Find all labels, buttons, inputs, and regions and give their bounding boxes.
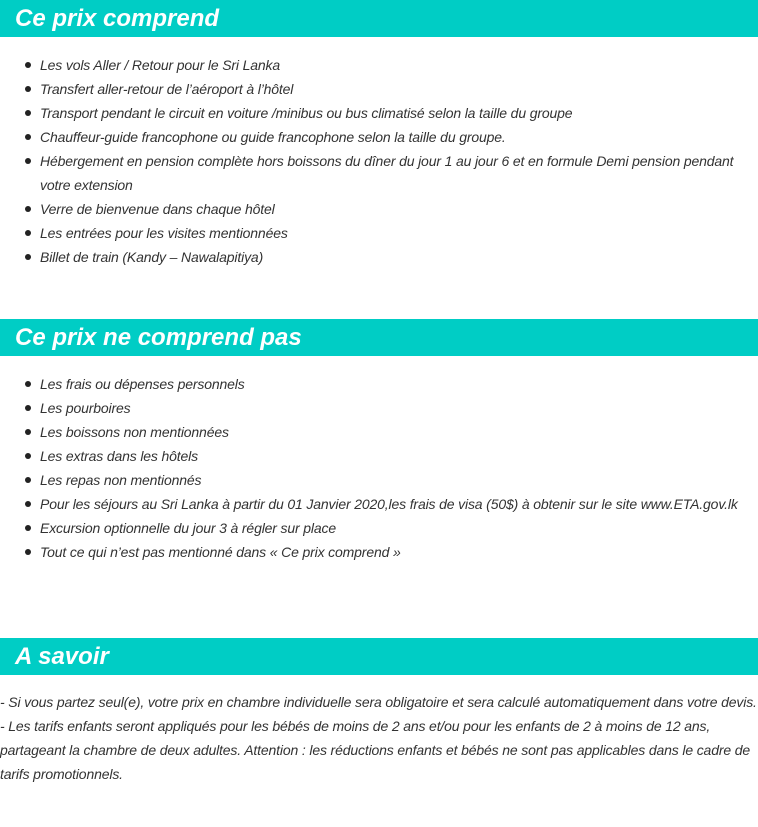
list-item: [0, 125, 758, 149]
list-item: [0, 245, 758, 269]
list-item: [0, 221, 758, 245]
info-text: [0, 690, 758, 786]
list-item-text: Les pourboires: [40, 400, 131, 416]
list-item: [0, 77, 758, 101]
list-item: [0, 372, 758, 396]
list-item-text: Pour les séjours au Sri Lanka à partir du 01 Janvier 2020,les frais de visa (50$) à obtenir sur le site www.ETA.gov.lk: [40, 496, 738, 512]
bullet-icon: [25, 110, 31, 116]
bullet-icon: [25, 405, 31, 411]
info-paragraph: - Les tarifs enfants seront appliqués pour les bébés de moins de 2 ans et/ou pour les enfants de 2 à moins de 12 ans, partageant la chambre de deux adultes. Attention : les réductions enfants et bébés ne sont pas applicables dans le cadre de tarifs promotionnels.: [0, 718, 750, 782]
list-item: [0, 540, 758, 564]
list-item: [0, 516, 758, 540]
includes-list: [0, 53, 758, 269]
bullet-icon: [25, 230, 31, 236]
bullet-icon: [25, 453, 31, 459]
info-paragraph: - Si vous partez seul(e), votre prix en chambre individuelle sera obligatoire et sera calculé automatiquement dans votre devis.: [0, 694, 757, 710]
bullet-icon: [25, 254, 31, 260]
bullet-icon: [25, 501, 31, 507]
list-item: [0, 101, 758, 125]
bullet-icon: [25, 206, 31, 212]
list-item-text: Tout ce qui n’est pas mentionné dans « Ce prix comprend »: [40, 544, 401, 560]
list-item-text: Transfert aller-retour de l’aéroport à l’hôtel: [40, 81, 294, 97]
bullet-icon: [25, 525, 31, 531]
list-item-text: Les frais ou dépenses personnels: [40, 376, 245, 392]
excludes-list: [0, 372, 758, 564]
list-item: [0, 444, 758, 468]
list-item: [0, 53, 758, 77]
list-item-text: Billet de train (Kandy – Nawalapitiya): [40, 249, 264, 265]
list-item-text: Les boissons non mentionnées: [40, 424, 229, 440]
list-item-text: Transport pendant le circuit en voiture /minibus ou bus climatisé selon la taille du groupe: [40, 105, 573, 121]
list-item: [0, 197, 758, 221]
list-item-text: Verre de bienvenue dans chaque hôtel: [40, 201, 275, 217]
list-item: [0, 420, 758, 444]
list-item: [0, 492, 758, 516]
bullet-icon: [25, 62, 31, 68]
bullet-icon: [25, 381, 31, 387]
bullet-icon: [25, 549, 31, 555]
list-item-text: Les extras dans les hôtels: [40, 448, 198, 464]
list-item: [0, 396, 758, 420]
list-item-text: Les entrées pour les visites mentionnées: [40, 225, 288, 241]
list-item-text: Excursion optionnelle du jour 3 à régler sur place: [40, 520, 337, 536]
bullet-icon: [25, 86, 31, 92]
list-item-text: Les repas non mentionnés: [40, 472, 202, 488]
list-item: [0, 149, 758, 197]
info-section-title: A savoir: [0, 638, 758, 675]
bullet-icon: [25, 477, 31, 483]
includes-section-title: Ce prix comprend: [0, 0, 758, 37]
list-item-text: Les vols Aller / Retour pour le Sri Lanka: [40, 57, 281, 73]
list-item-text: Chauffeur-guide francophone ou guide francophone selon la taille du groupe.: [40, 129, 506, 145]
bullet-icon: [25, 158, 31, 164]
list-item-text: Hébergement en pension complète hors boissons du dîner du jour 1 au jour 6 et en formule Demi pension pendant votre extension: [40, 153, 734, 193]
excludes-section-title: Ce prix ne comprend pas: [0, 319, 758, 356]
bullet-icon: [25, 429, 31, 435]
bullet-icon: [25, 134, 31, 140]
list-item: [0, 468, 758, 492]
